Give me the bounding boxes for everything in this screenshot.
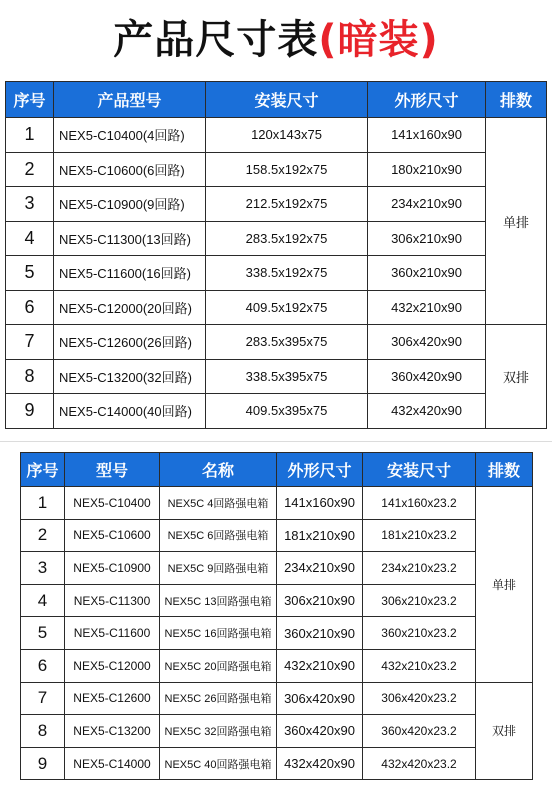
install-size-cell: 306x210x23.2 bbox=[363, 584, 476, 617]
row-index: 6 bbox=[21, 649, 65, 682]
product-name-cell: NEX5C 20回路强电箱 bbox=[160, 649, 277, 682]
table-row bbox=[21, 487, 533, 520]
model-cell: NEX5-C11300 bbox=[65, 584, 160, 617]
install-size-cell: 360x420x23.2 bbox=[363, 715, 476, 748]
row-index: 4 bbox=[6, 221, 54, 256]
outer-size-cell: 432x210x90 bbox=[277, 649, 363, 682]
model-cell: NEX5-C10600(6回路) bbox=[54, 152, 206, 187]
table-row bbox=[21, 747, 533, 780]
install-size-cell: 432x210x23.2 bbox=[363, 649, 476, 682]
outer-size-cell: 432x420x90 bbox=[277, 747, 363, 780]
rows-double-cell: 双排 bbox=[486, 325, 547, 429]
table-row bbox=[21, 649, 533, 682]
install-size-cell: 158.5x192x75 bbox=[206, 152, 368, 187]
table2-header-outer-size: 外形尺寸 bbox=[277, 453, 363, 487]
table-row bbox=[6, 187, 547, 222]
install-size-cell: 212.5x192x75 bbox=[206, 187, 368, 222]
row-index: 1 bbox=[21, 487, 65, 520]
product-name-cell: NEX5C 4回路强电箱 bbox=[160, 487, 277, 520]
row-index: 5 bbox=[21, 617, 65, 650]
install-size-cell: 432x420x23.2 bbox=[363, 747, 476, 780]
install-size-cell: 338.5x192x75 bbox=[206, 256, 368, 291]
product-spec-table bbox=[20, 452, 533, 780]
table-row bbox=[6, 118, 547, 153]
outer-size-cell: 360x210x90 bbox=[368, 256, 486, 291]
table-row bbox=[21, 552, 533, 585]
table2-header-rows: 排数 bbox=[476, 453, 533, 487]
row-index: 9 bbox=[6, 394, 54, 429]
table-row bbox=[6, 152, 547, 187]
model-cell: NEX5-C11600 bbox=[65, 617, 160, 650]
table1-header-rows: 排数 bbox=[486, 82, 547, 118]
table-row bbox=[6, 359, 547, 394]
model-cell: NEX5-C10900(9回路) bbox=[54, 187, 206, 222]
model-cell: NEX5-C14000(40回路) bbox=[54, 394, 206, 429]
outer-size-cell: 306x210x90 bbox=[368, 221, 486, 256]
table-row bbox=[21, 682, 533, 715]
model-cell: NEX5-C12000(20回路) bbox=[54, 290, 206, 325]
row-index: 6 bbox=[6, 290, 54, 325]
row-index: 8 bbox=[6, 359, 54, 394]
install-size-table bbox=[5, 81, 547, 429]
row-index: 1 bbox=[6, 118, 54, 153]
table2-header-install-size: 安装尺寸 bbox=[363, 453, 476, 487]
rows-single-cell: 单排 bbox=[476, 487, 533, 683]
row-index: 7 bbox=[6, 325, 54, 360]
product-name-cell: NEX5C 26回路强电箱 bbox=[160, 682, 277, 715]
install-size-cell: 338.5x395x75 bbox=[206, 359, 368, 394]
outer-size-cell: 360x210x90 bbox=[277, 617, 363, 650]
install-size-cell: 181x210x23.2 bbox=[363, 519, 476, 552]
table2-header-name: 名称 bbox=[160, 453, 277, 487]
product-name-cell: NEX5C 6回路强电箱 bbox=[160, 519, 277, 552]
table1-header-model: 产品型号 bbox=[54, 82, 206, 118]
table-row bbox=[21, 715, 533, 748]
row-index: 3 bbox=[21, 552, 65, 585]
outer-size-cell: 234x210x90 bbox=[277, 552, 363, 585]
table-row bbox=[21, 584, 533, 617]
product-name-cell: NEX5C 9回路强电箱 bbox=[160, 552, 277, 585]
row-index: 5 bbox=[6, 256, 54, 291]
product-name-cell: NEX5C 40回路强电箱 bbox=[160, 747, 277, 780]
model-cell: NEX5-C10900 bbox=[65, 552, 160, 585]
row-index: 4 bbox=[21, 584, 65, 617]
table-row bbox=[6, 256, 547, 291]
outer-size-cell: 360x420x90 bbox=[277, 715, 363, 748]
install-size-cell: 409.5x395x75 bbox=[206, 394, 368, 429]
table-row bbox=[21, 519, 533, 552]
rows-double-cell: 双排 bbox=[476, 682, 533, 780]
table-row bbox=[6, 221, 547, 256]
install-size-cell: 306x420x23.2 bbox=[363, 682, 476, 715]
model-cell: NEX5-C11600(16回路) bbox=[54, 256, 206, 291]
table2-header-row bbox=[21, 453, 533, 487]
section-divider bbox=[0, 441, 552, 442]
row-index: 9 bbox=[21, 747, 65, 780]
row-index: 3 bbox=[6, 187, 54, 222]
model-cell: NEX5-C13200 bbox=[65, 715, 160, 748]
page-title bbox=[0, 12, 552, 68]
install-size-cell: 360x210x23.2 bbox=[363, 617, 476, 650]
row-index: 2 bbox=[6, 152, 54, 187]
model-cell: NEX5-C12000 bbox=[65, 649, 160, 682]
install-size-cell: 141x160x23.2 bbox=[363, 487, 476, 520]
model-cell: NEX5-C10400 bbox=[65, 487, 160, 520]
outer-size-cell: 181x210x90 bbox=[277, 519, 363, 552]
title-accent: (暗装) bbox=[318, 17, 439, 63]
table1-header-outer-size: 外形尺寸 bbox=[368, 82, 486, 118]
outer-size-cell: 306x420x90 bbox=[277, 682, 363, 715]
rows-single-cell: 单排 bbox=[486, 118, 547, 325]
table2-header-index: 序号 bbox=[21, 453, 65, 487]
product-name-cell: NEX5C 32回路强电箱 bbox=[160, 715, 277, 748]
row-index: 8 bbox=[21, 715, 65, 748]
table1-header-install-size: 安装尺寸 bbox=[206, 82, 368, 118]
model-cell: NEX5-C13200(32回路) bbox=[54, 359, 206, 394]
row-index: 2 bbox=[21, 519, 65, 552]
outer-size-cell: 360x420x90 bbox=[368, 359, 486, 394]
model-cell: NEX5-C10400(4回路) bbox=[54, 118, 206, 153]
model-cell: NEX5-C12600(26回路) bbox=[54, 325, 206, 360]
outer-size-cell: 180x210x90 bbox=[368, 152, 486, 187]
outer-size-cell: 141x160x90 bbox=[277, 487, 363, 520]
model-cell: NEX5-C14000 bbox=[65, 747, 160, 780]
table-row bbox=[6, 290, 547, 325]
row-index: 7 bbox=[21, 682, 65, 715]
product-name-cell: NEX5C 16回路强电箱 bbox=[160, 617, 277, 650]
model-cell: NEX5-C10600 bbox=[65, 519, 160, 552]
install-size-cell: 283.5x192x75 bbox=[206, 221, 368, 256]
install-size-cell: 234x210x23.2 bbox=[363, 552, 476, 585]
title-main: 产品尺寸表 bbox=[113, 17, 319, 63]
install-size-cell: 409.5x192x75 bbox=[206, 290, 368, 325]
outer-size-cell: 432x420x90 bbox=[368, 394, 486, 429]
table1-header-index: 序号 bbox=[6, 82, 54, 118]
outer-size-cell: 432x210x90 bbox=[368, 290, 486, 325]
table1-header-row bbox=[6, 82, 547, 118]
model-cell: NEX5-C12600 bbox=[65, 682, 160, 715]
outer-size-cell: 306x420x90 bbox=[368, 325, 486, 360]
outer-size-cell: 141x160x90 bbox=[368, 118, 486, 153]
product-name-cell: NEX5C 13回路强电箱 bbox=[160, 584, 277, 617]
model-cell: NEX5-C11300(13回路) bbox=[54, 221, 206, 256]
table-row bbox=[6, 394, 547, 429]
table-row bbox=[21, 617, 533, 650]
outer-size-cell: 306x210x90 bbox=[277, 584, 363, 617]
install-size-cell: 283.5x395x75 bbox=[206, 325, 368, 360]
install-size-cell: 120x143x75 bbox=[206, 118, 368, 153]
table2-header-model: 型号 bbox=[65, 453, 160, 487]
outer-size-cell: 234x210x90 bbox=[368, 187, 486, 222]
table-row bbox=[6, 325, 547, 360]
